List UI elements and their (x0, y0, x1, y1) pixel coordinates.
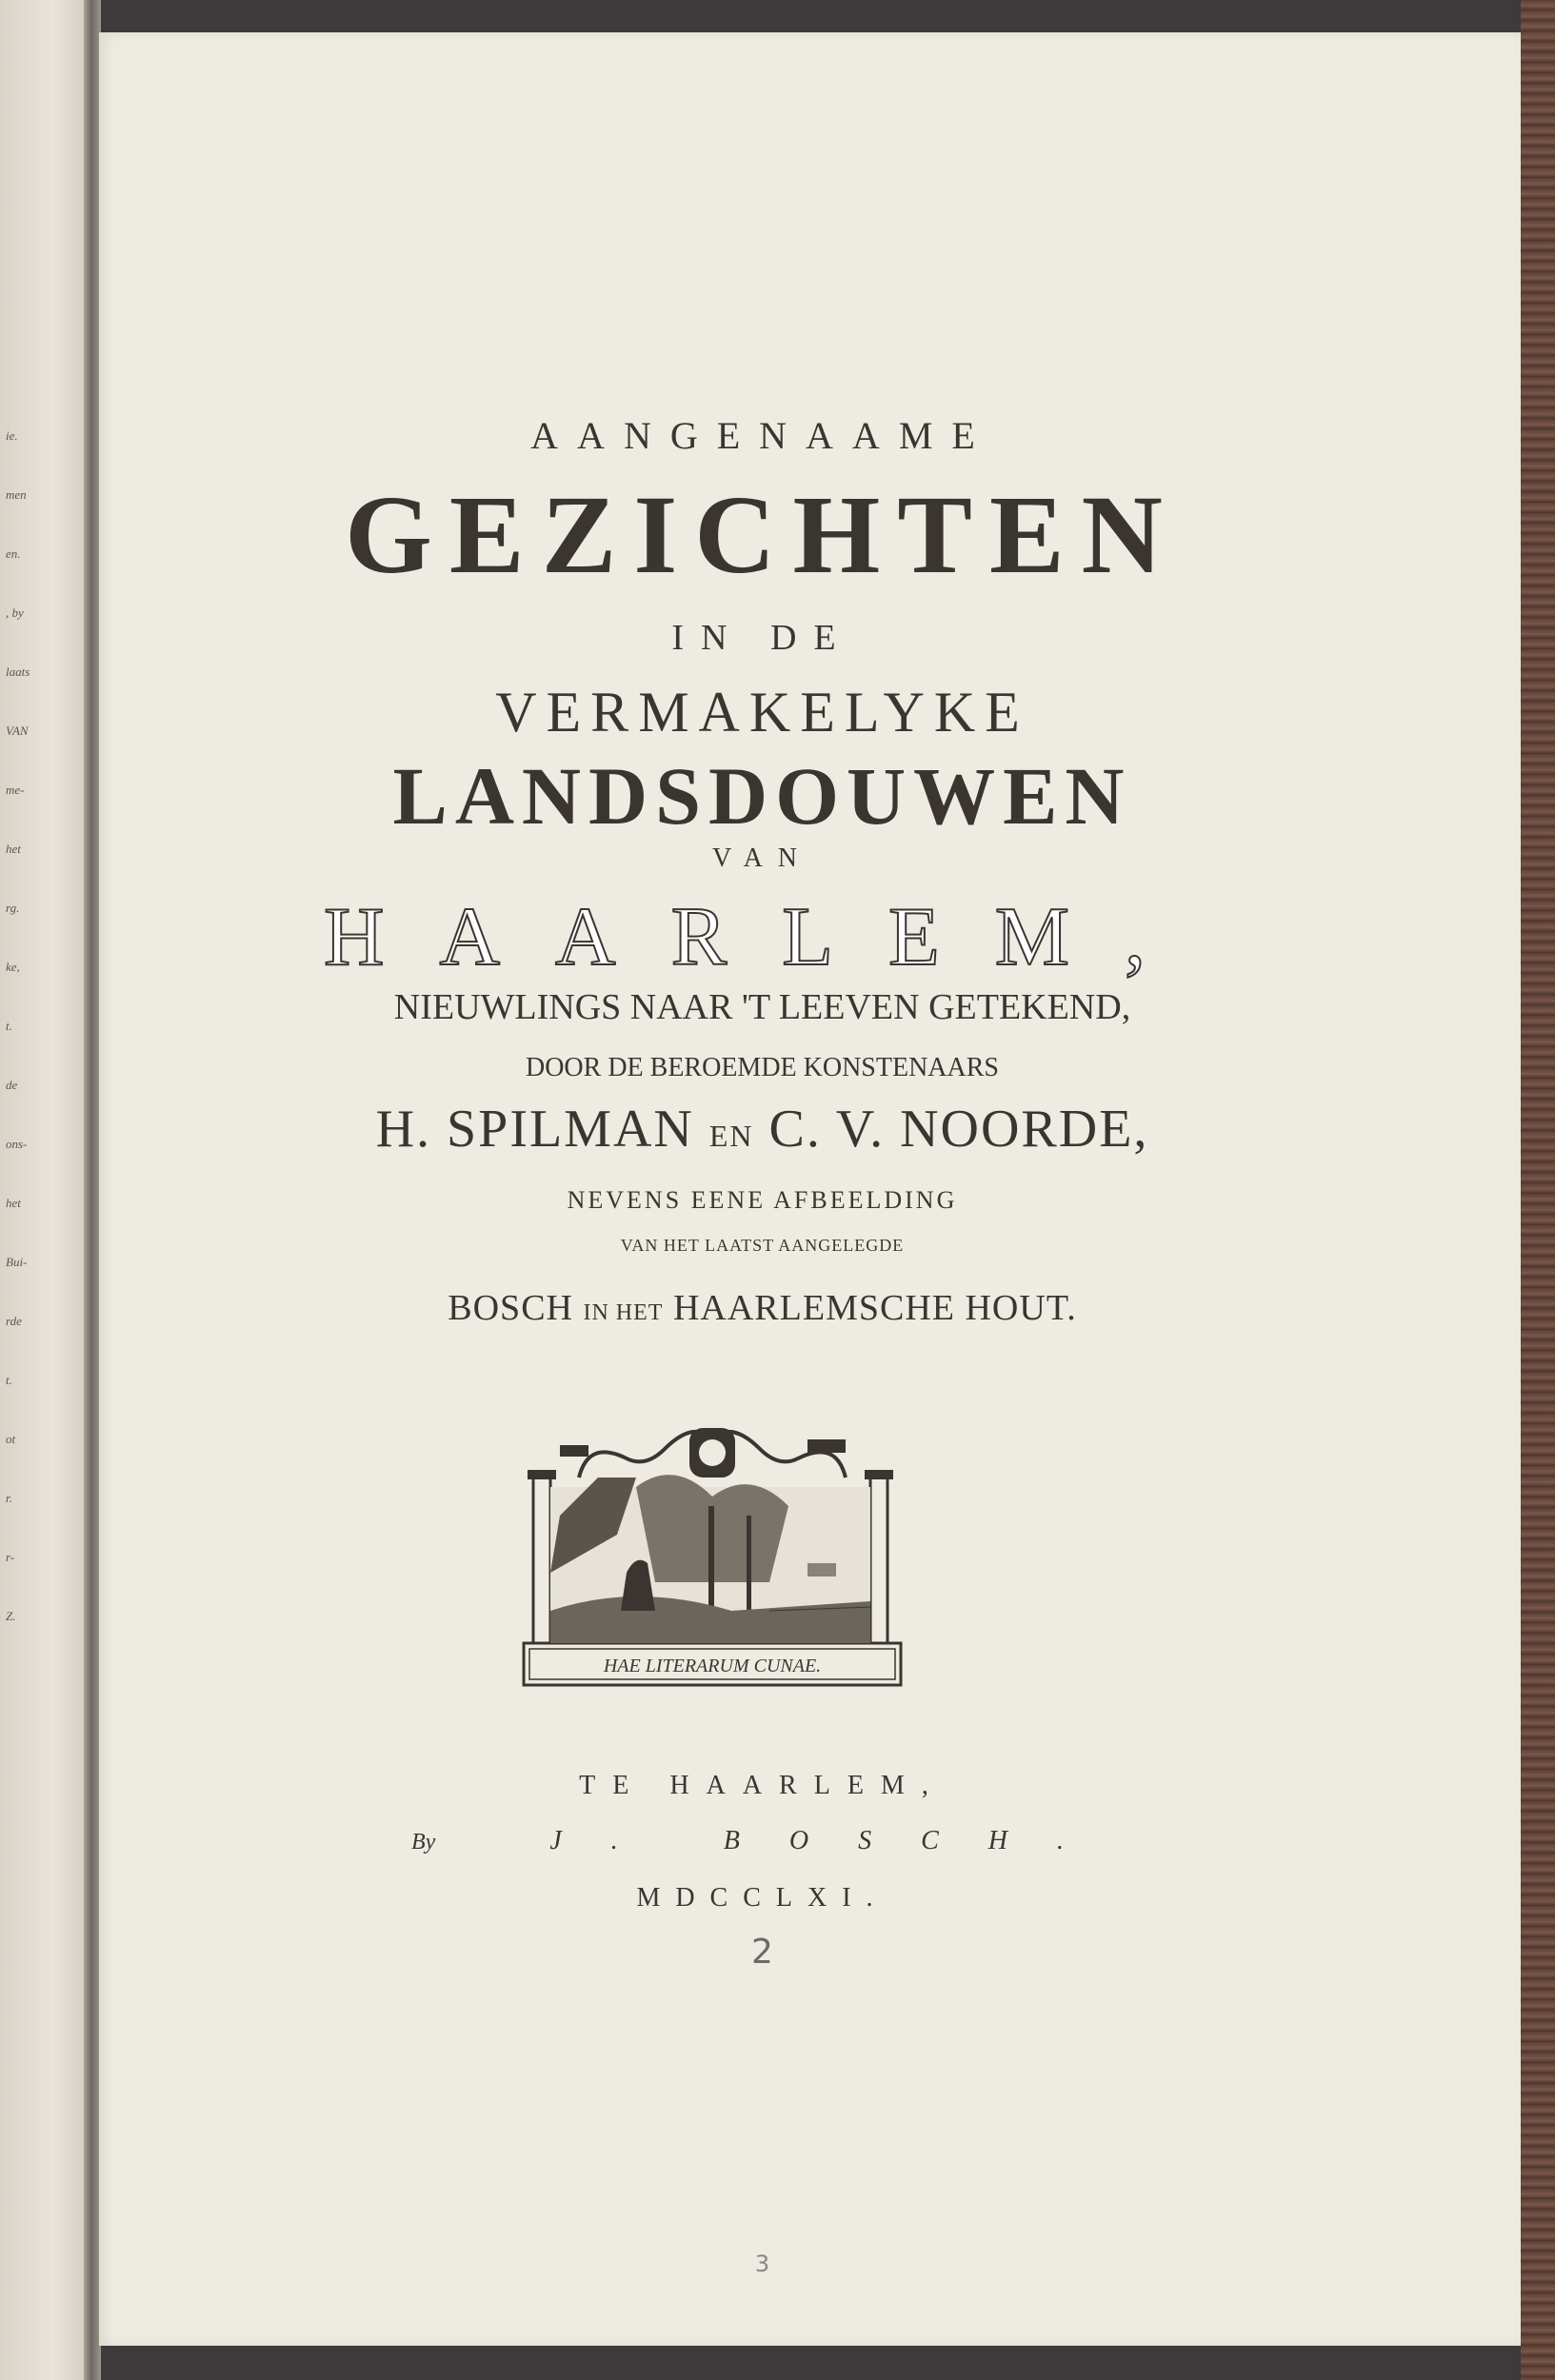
facing-page-text-fragment: t. (6, 1373, 12, 1387)
facing-page-text-fragment: t. (6, 1019, 12, 1033)
facing-page-text-fragment: de (6, 1078, 18, 1092)
book-binding-edge (1521, 0, 1555, 2380)
facing-page-text-fragment: men (6, 487, 27, 502)
facing-page-text-fragment: ie. (6, 428, 18, 443)
subtitle-bosch-line (99, 1287, 1425, 1329)
facing-page-edge (0, 0, 95, 2380)
title-page (99, 32, 1521, 2346)
facing-page-text-fragment: het (6, 1196, 21, 1210)
facing-page-text-fragment: r- (6, 1550, 15, 1564)
facing-page-text-fragment: ke, (6, 960, 20, 974)
pencil-page-number: 3 (754, 2251, 770, 2277)
subtitle-hout: HAARLEMSCHE HOUT. (672, 1288, 1077, 1328)
subtitle-bosch: BOSCH (448, 1288, 573, 1328)
facing-page-text-fragment: rde (6, 1314, 22, 1328)
facing-page-text-fragment: en. (6, 546, 21, 561)
facing-page-text-fragment: r. (6, 1491, 12, 1505)
title-landsdouwen: LANDSDOUWEN (392, 750, 1132, 842)
subtitle-nieuwlings: NIEUWLINGS NAAR 'T LEEVEN GETEKEND, (393, 987, 1131, 1027)
subtitle-van-het: VAN HET LAATST AANGELEGDE (620, 1236, 905, 1255)
title-haarlem: HAARLEM, (323, 891, 1202, 983)
imprint-by: By (411, 1830, 436, 1854)
vignette-motto: HAE LITERARUM CUNAE. (603, 1656, 822, 1676)
subtitle-nevens: NEVENS EENE AFBEELDING (567, 1186, 958, 1214)
title-vermakelyke: VERMAKELYKE (495, 681, 1029, 744)
imprint-year: MDCCLXI. (636, 1883, 888, 1913)
imprint-place: TE HAARLEM, (579, 1771, 946, 1800)
facing-page-text-fragment: , by (6, 605, 24, 620)
artists-line (99, 1099, 1425, 1160)
facing-page-text-fragment: ons- (6, 1137, 28, 1151)
title-main-word: GEZICHTEN (345, 472, 1180, 597)
printers-vignette-illustration (522, 1420, 903, 1687)
artists-conjunction: EN (708, 1119, 754, 1153)
title-in-de: IN DE (671, 618, 853, 658)
facing-page-text-fragment: VAN (6, 724, 29, 738)
facing-page-text-fragment: me- (6, 783, 25, 797)
subtitle-door: DOOR DE BEROEMDE KONSTENAARS (525, 1053, 999, 1082)
facing-page-text-fragment: laats (6, 664, 30, 679)
subtitle-in-het: IN HET (583, 1300, 664, 1325)
facing-page-text-fragment: het (6, 842, 21, 856)
facing-page-text-fragment: ot (6, 1432, 16, 1446)
title-word-aangenaame: AANGENAAME (530, 414, 994, 457)
facing-page-text-fragment: Z. (6, 1609, 16, 1623)
artist-noorde: C. V. NOORDE, (768, 1100, 1149, 1159)
facing-page-text-fragment: Bui- (6, 1255, 28, 1269)
imprint-printer: J. BOSCH. (549, 1826, 1113, 1855)
artist-spilman: H. SPILMAN (375, 1100, 694, 1159)
facing-page-text-fragment: rg. (6, 901, 20, 915)
title-van: VAN (711, 843, 813, 873)
imprint-printer-line (99, 1826, 1425, 1856)
handwritten-page-number: 2 (751, 1933, 773, 1972)
